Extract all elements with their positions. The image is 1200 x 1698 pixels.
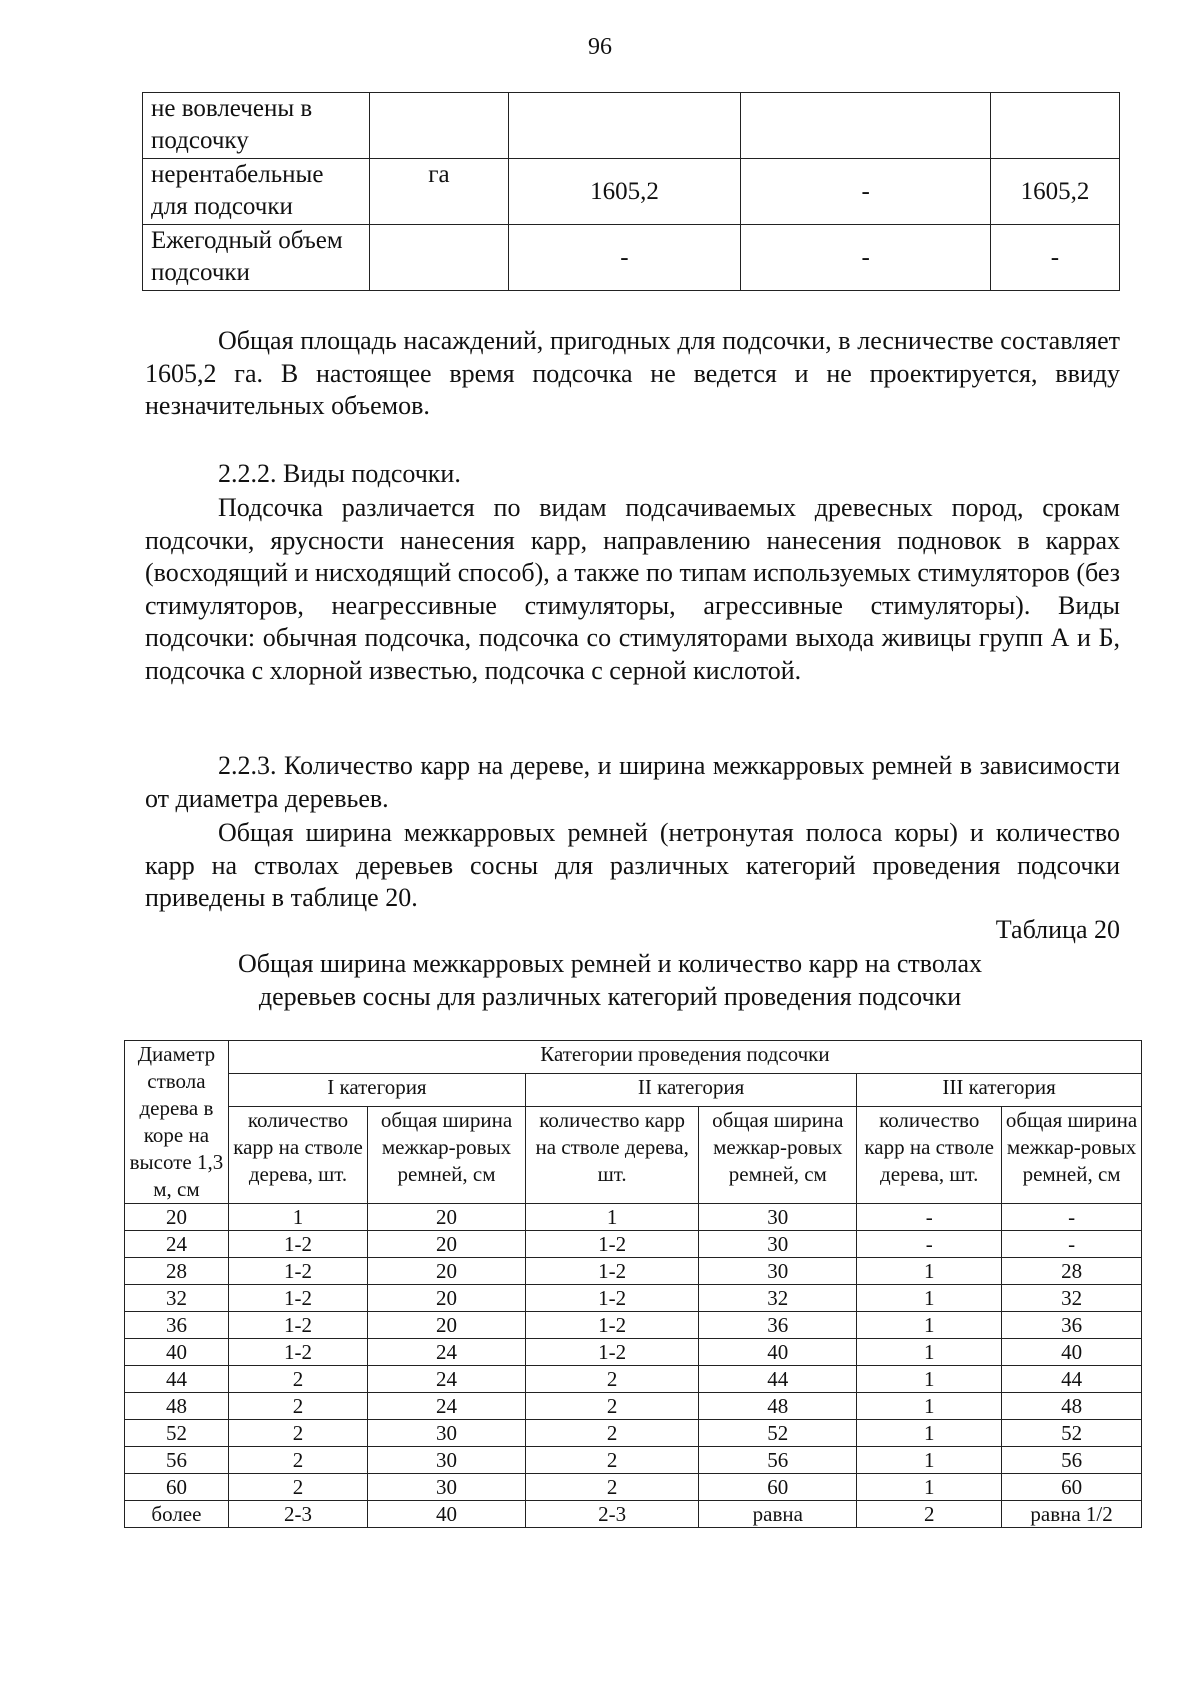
table-row [125,1339,1142,1366]
table-row [125,1447,1142,1474]
width-cell: 24 [368,1339,526,1366]
count-cell: 1-2 [525,1285,698,1312]
table-label: Таблица 20 [995,915,1120,944]
diameter-cell: 52 [125,1420,229,1447]
width-cell: 52 [1002,1420,1142,1447]
width-cell: 40 [1002,1339,1142,1366]
width-cell: 60 [699,1474,857,1501]
width-cell: 36 [699,1312,857,1339]
header-row [125,1074,1142,1107]
count-cell: - [857,1231,1002,1258]
width-cell: 30 [699,1231,857,1258]
diameter-cell: 24 [125,1231,229,1258]
count-cell: 2 [857,1501,1002,1528]
unit-cell: га [370,159,508,225]
diameter-cell: 56 [125,1447,229,1474]
table-row [143,225,1120,291]
table-row [143,93,1120,159]
count-cell: 1-2 [525,1312,698,1339]
continuation-table [142,92,1120,291]
count-header: количество карр на стволе дерева, шт. [228,1107,367,1204]
width-cell: 24 [368,1366,526,1393]
count-cell: 1-2 [525,1339,698,1366]
diameter-cell: 36 [125,1312,229,1339]
value-cell: - [508,225,741,291]
value-cell [508,93,741,159]
count-cell: 2 [228,1447,367,1474]
diameter-cell: 48 [125,1393,229,1420]
width-cell: 32 [1002,1285,1142,1312]
width-cell: 30 [368,1420,526,1447]
width-cell: 30 [368,1447,526,1474]
width-cell: 20 [368,1312,526,1339]
table-row [125,1285,1142,1312]
count-cell: 1 [857,1285,1002,1312]
count-cell: 1 [857,1339,1002,1366]
table-row [125,1420,1142,1447]
width-cell: 24 [368,1393,526,1420]
categories-header: Категории проведения подсочки [228,1041,1141,1074]
table-row [125,1312,1142,1339]
paragraph-total-area: Общая площадь насаждений, пригодных для подсочки, в лесничестве составляет 1605,2 га. В настоящее время подсочка не ведется и не проектируется, ввиду незначительных объемов. [145,326,1120,420]
count-cell: 1 [857,1366,1002,1393]
count-cell: 2-3 [525,1501,698,1528]
width-header: общая ширина межкар-ровых ремней, см [368,1107,526,1204]
count-cell: 2 [525,1474,698,1501]
row-label: Ежегодный объем подсочки [143,225,370,291]
count-cell: 1 [857,1393,1002,1420]
count-cell: 2 [228,1393,367,1420]
table-20 [124,1040,1142,1528]
count-cell: 2 [525,1393,698,1420]
count-cell: 1 [857,1420,1002,1447]
count-cell: 2-3 [228,1501,367,1528]
width-cell: 56 [699,1447,857,1474]
value-cell: - [990,225,1119,291]
page-number: 96 [588,34,612,60]
width-cell: - [1002,1204,1142,1231]
header-row [125,1107,1142,1204]
width-header: общая ширина межкар-ровых ремней, см [699,1107,857,1204]
count-cell: 1 [857,1447,1002,1474]
count-cell: 1-2 [525,1231,698,1258]
width-cell: - [1002,1231,1142,1258]
width-header: общая ширина межкар-ровых ремней, см [1002,1107,1142,1204]
count-cell: 2 [525,1420,698,1447]
count-cell: 1-2 [525,1258,698,1285]
category-1-header: I категория [228,1074,525,1107]
width-cell: 40 [368,1501,526,1528]
count-cell: 2 [525,1366,698,1393]
count-cell: 2 [228,1474,367,1501]
width-cell: 20 [368,1285,526,1312]
width-cell: 36 [1002,1312,1142,1339]
table-row [125,1258,1142,1285]
paragraph-tapping-types: Подсочка различается по видам подсачиваемых древесных пород, срокам подсочки, ярусности нанесения карр, направлению нанесения подновок в каррах (восходящий и нисходящий способ), а также по типам используемых стимуляторов (без стимуляторов, неагрессивные стимуляторы, агрессивные стимуляторы). Виды подсочки: обычная подсочка, подсочка со стимуляторами выхода живицы групп А и Б, подсочка с хлорной известью, подсочка с серной кислотой. [145,493,1120,685]
count-header: количество карр на стволе дерева, шт. [525,1107,698,1204]
count-cell: 1-2 [228,1312,367,1339]
value-cell: - [741,225,991,291]
category-2-header: II категория [525,1074,856,1107]
diameter-cell: 32 [125,1285,229,1312]
width-cell: 40 [699,1339,857,1366]
row-label: нерентабельные для подсочки [143,159,370,225]
count-cell: 1-2 [228,1339,367,1366]
value-cell [990,93,1119,159]
count-cell: 1 [525,1204,698,1231]
width-cell: 52 [699,1420,857,1447]
category-3-header: III категория [857,1074,1142,1107]
count-cell: 2 [525,1447,698,1474]
width-cell: 60 [1002,1474,1142,1501]
width-cell: 48 [699,1393,857,1420]
table-row [125,1204,1142,1231]
table-row [125,1231,1142,1258]
value-cell: 1605,2 [508,159,741,225]
width-cell: 30 [699,1258,857,1285]
count-cell: - [857,1204,1002,1231]
table-row [125,1501,1142,1528]
count-cell: 1 [857,1474,1002,1501]
width-cell: 56 [1002,1447,1142,1474]
width-cell: 20 [368,1258,526,1285]
width-cell: 30 [699,1204,857,1231]
width-cell: 28 [1002,1258,1142,1285]
table-row [125,1393,1142,1420]
count-cell: 1-2 [228,1285,367,1312]
value-cell [741,93,991,159]
diameter-cell: 20 [125,1204,229,1231]
diameter-cell: 28 [125,1258,229,1285]
diameter-cell: более [125,1501,229,1528]
paragraph-table-intro: Общая ширина межкарровых ремней (нетронутая полоса коры) и количество карр на стволах деревьев сосны для различных категорий проведения подсочки приведены в таблице 20. [145,818,1120,912]
width-cell: 32 [699,1285,857,1312]
count-cell: 1 [857,1312,1002,1339]
table-row [125,1366,1142,1393]
row-label: не вовлечены в подсочку [143,93,370,159]
width-cell: равна [699,1501,857,1528]
unit-cell [370,225,508,291]
count-header: количество карр на стволе дерева, шт. [857,1107,1002,1204]
section-heading-2-2-3: 2.2.3. Количество карр на дереве, и ширина межкарровых ремней в зависимости от диаметра деревьев. [145,751,1120,813]
count-cell: 1-2 [228,1231,367,1258]
width-cell: 20 [368,1231,526,1258]
width-cell: 48 [1002,1393,1142,1420]
value-cell: - [741,159,991,225]
count-cell: 2 [228,1366,367,1393]
count-cell: 1 [228,1204,367,1231]
value-cell: 1605,2 [990,159,1119,225]
width-cell: 44 [699,1366,857,1393]
header-row [125,1041,1142,1074]
count-cell: 1-2 [228,1258,367,1285]
diameter-cell: 60 [125,1474,229,1501]
table-row [143,159,1120,225]
diameter-cell: 44 [125,1366,229,1393]
table-title: Общая ширина межкарровых ремней и количество карр на стволах деревьев сосны для различных категорий проведения подсочки [237,949,983,1011]
width-cell: 30 [368,1474,526,1501]
diameter-header: Диаметр ствола дерева в коре на высоте 1,3 м, см [125,1041,229,1204]
diameter-cell: 40 [125,1339,229,1366]
width-cell: 20 [368,1204,526,1231]
width-cell: равна 1/2 [1002,1501,1142,1528]
width-cell: 44 [1002,1366,1142,1393]
count-cell: 2 [228,1420,367,1447]
table-row [125,1474,1142,1501]
count-cell: 1 [857,1258,1002,1285]
unit-cell [370,93,508,159]
section-heading-2-2-2: 2.2.2. Виды подсочки. [218,459,461,488]
